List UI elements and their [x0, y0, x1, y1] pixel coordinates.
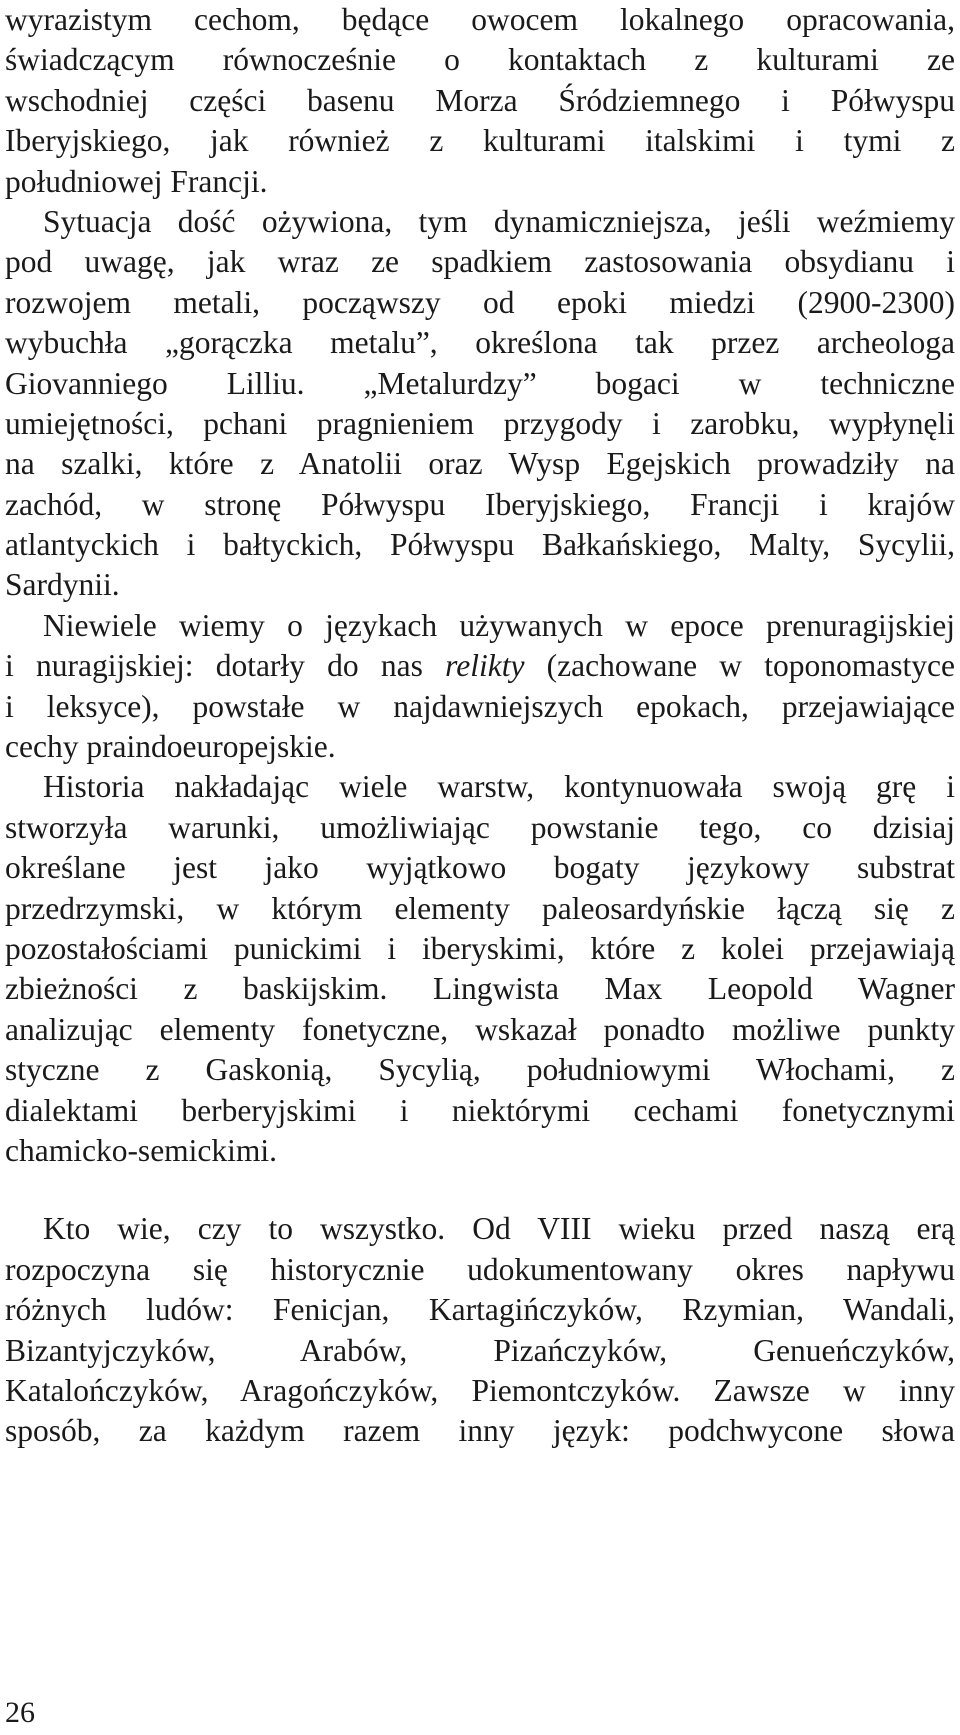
text-line: wybuchła „gorączka metalu”, określona tak przez archeologa: [5, 325, 955, 361]
paragraph: [5, 1209, 955, 1451]
text-line: umiejętności, pchani pragnieniem przygody i zarobku, wypłynęli: [5, 405, 955, 441]
text-line: rozwojem metali, począwszy od epoki miedzi (2900-2300): [5, 284, 955, 320]
text-line: Niewiele wiemy o językach używanych w epoce prenuragijskiej: [43, 607, 955, 643]
text-line: atlantyckich i bałtyckich, Półwyspu Bałkańskiego, Malty, Sycylii,: [5, 527, 955, 563]
text-line: różnych ludów: Fenicjan, Kartagińczyków, Rzymian, Wandali,: [5, 1292, 955, 1328]
text-line: cechy praindoeuropejskie.: [5, 729, 336, 765]
text-line: wschodniej części basenu Morza Śródziemnego i Półwyspu: [5, 82, 955, 118]
text-segment: (zachowane w toponomastyce: [524, 648, 955, 684]
text-line: Sardynii.: [5, 567, 120, 603]
text-line: świadczącym równocześnie o kontaktach z kulturami ze: [5, 42, 955, 78]
text-line: zbieżności z baskijskim. Lingwista Max Leopold Wagner: [5, 971, 955, 1007]
text-line: analizując elementy fonetyczne, wskazał ponadto możliwe punkty: [5, 1011, 955, 1047]
text-line: dialektami berberyjskimi i niektórymi cechami fonetycznymi: [5, 1092, 955, 1128]
text-line: Historia nakładając wiele warstw, kontynuowała swoją grę i: [43, 769, 955, 805]
paragraph: [5, 202, 955, 606]
text-line: pozostałościami punickimi i iberyskimi, które z kolei przejawiają: [5, 930, 955, 966]
text-line: i leksyce), powstałe w najdawniejszych epokach, przejawiające: [5, 688, 955, 724]
text-line: Bizantyjczyków, Arabów, Pizańczyków, Genueńczyków,: [5, 1332, 955, 1368]
text-line: chamicko-semickimi.: [5, 1132, 278, 1168]
paragraph-gap: [5, 1171, 955, 1209]
text-line: Iberyjskiego, jak również z kulturami italskimi i tymi z: [5, 123, 955, 159]
text-line: na szalki, które z Anatolii oraz Wysp Egejskich prowadziły na: [5, 446, 955, 482]
text-line: [5, 646, 955, 686]
text-line: zachód, w stronę Półwyspu Iberyjskiego, Francji i krajów: [5, 486, 955, 522]
text-line: wyrazistym cechom, będące owocem lokalnego opracowania,: [5, 2, 955, 37]
paragraph: [5, 0, 955, 202]
text-segment: i nuragijskiej: dotarły do nas: [5, 648, 446, 684]
text-line: stworzyła warunki, umożliwiając powstanie tego, co dzisiaj: [5, 809, 955, 845]
text-line: przedrzymski, w którym elementy paleosardyńskie łączą się z: [5, 890, 955, 926]
text-line: Giovanniego Lilliu. „Metalurdzy” bogaci w techniczne: [5, 365, 955, 401]
text-line: określane jest jako wyjątkowo bogaty językowy substrat: [5, 850, 955, 886]
text-line: Sytuacja dość ożywiona, tym dynamiczniejsza, jeśli weźmiemy: [43, 203, 955, 239]
italic-term: relikty: [445, 648, 525, 684]
text-line: Kto wie, czy to wszystko. Od VIII wieku przed naszą erą: [43, 1211, 955, 1247]
text-line: pod uwagę, jak wraz ze spadkiem zastosowania obsydianu i: [5, 244, 955, 280]
page-number: 26: [5, 1696, 35, 1729]
paragraph: [5, 606, 955, 768]
text-line: sposób, za każdym razem inny język: podchwycone słowa: [5, 1413, 955, 1449]
document-body: [5, 0, 955, 1452]
text-line: styczne z Gaskonią, Sycylią, południowymi Włochami, z: [5, 1052, 955, 1088]
paragraph: [5, 767, 955, 1171]
document-page: [5, 0, 955, 1452]
text-line: rozpoczyna się historycznie udokumentowany okres napływu: [5, 1251, 955, 1287]
text-line: południowej Francji.: [5, 163, 268, 199]
text-line: Katalończyków, Aragończyków, Piemontczyków. Zawsze w inny: [5, 1372, 955, 1408]
